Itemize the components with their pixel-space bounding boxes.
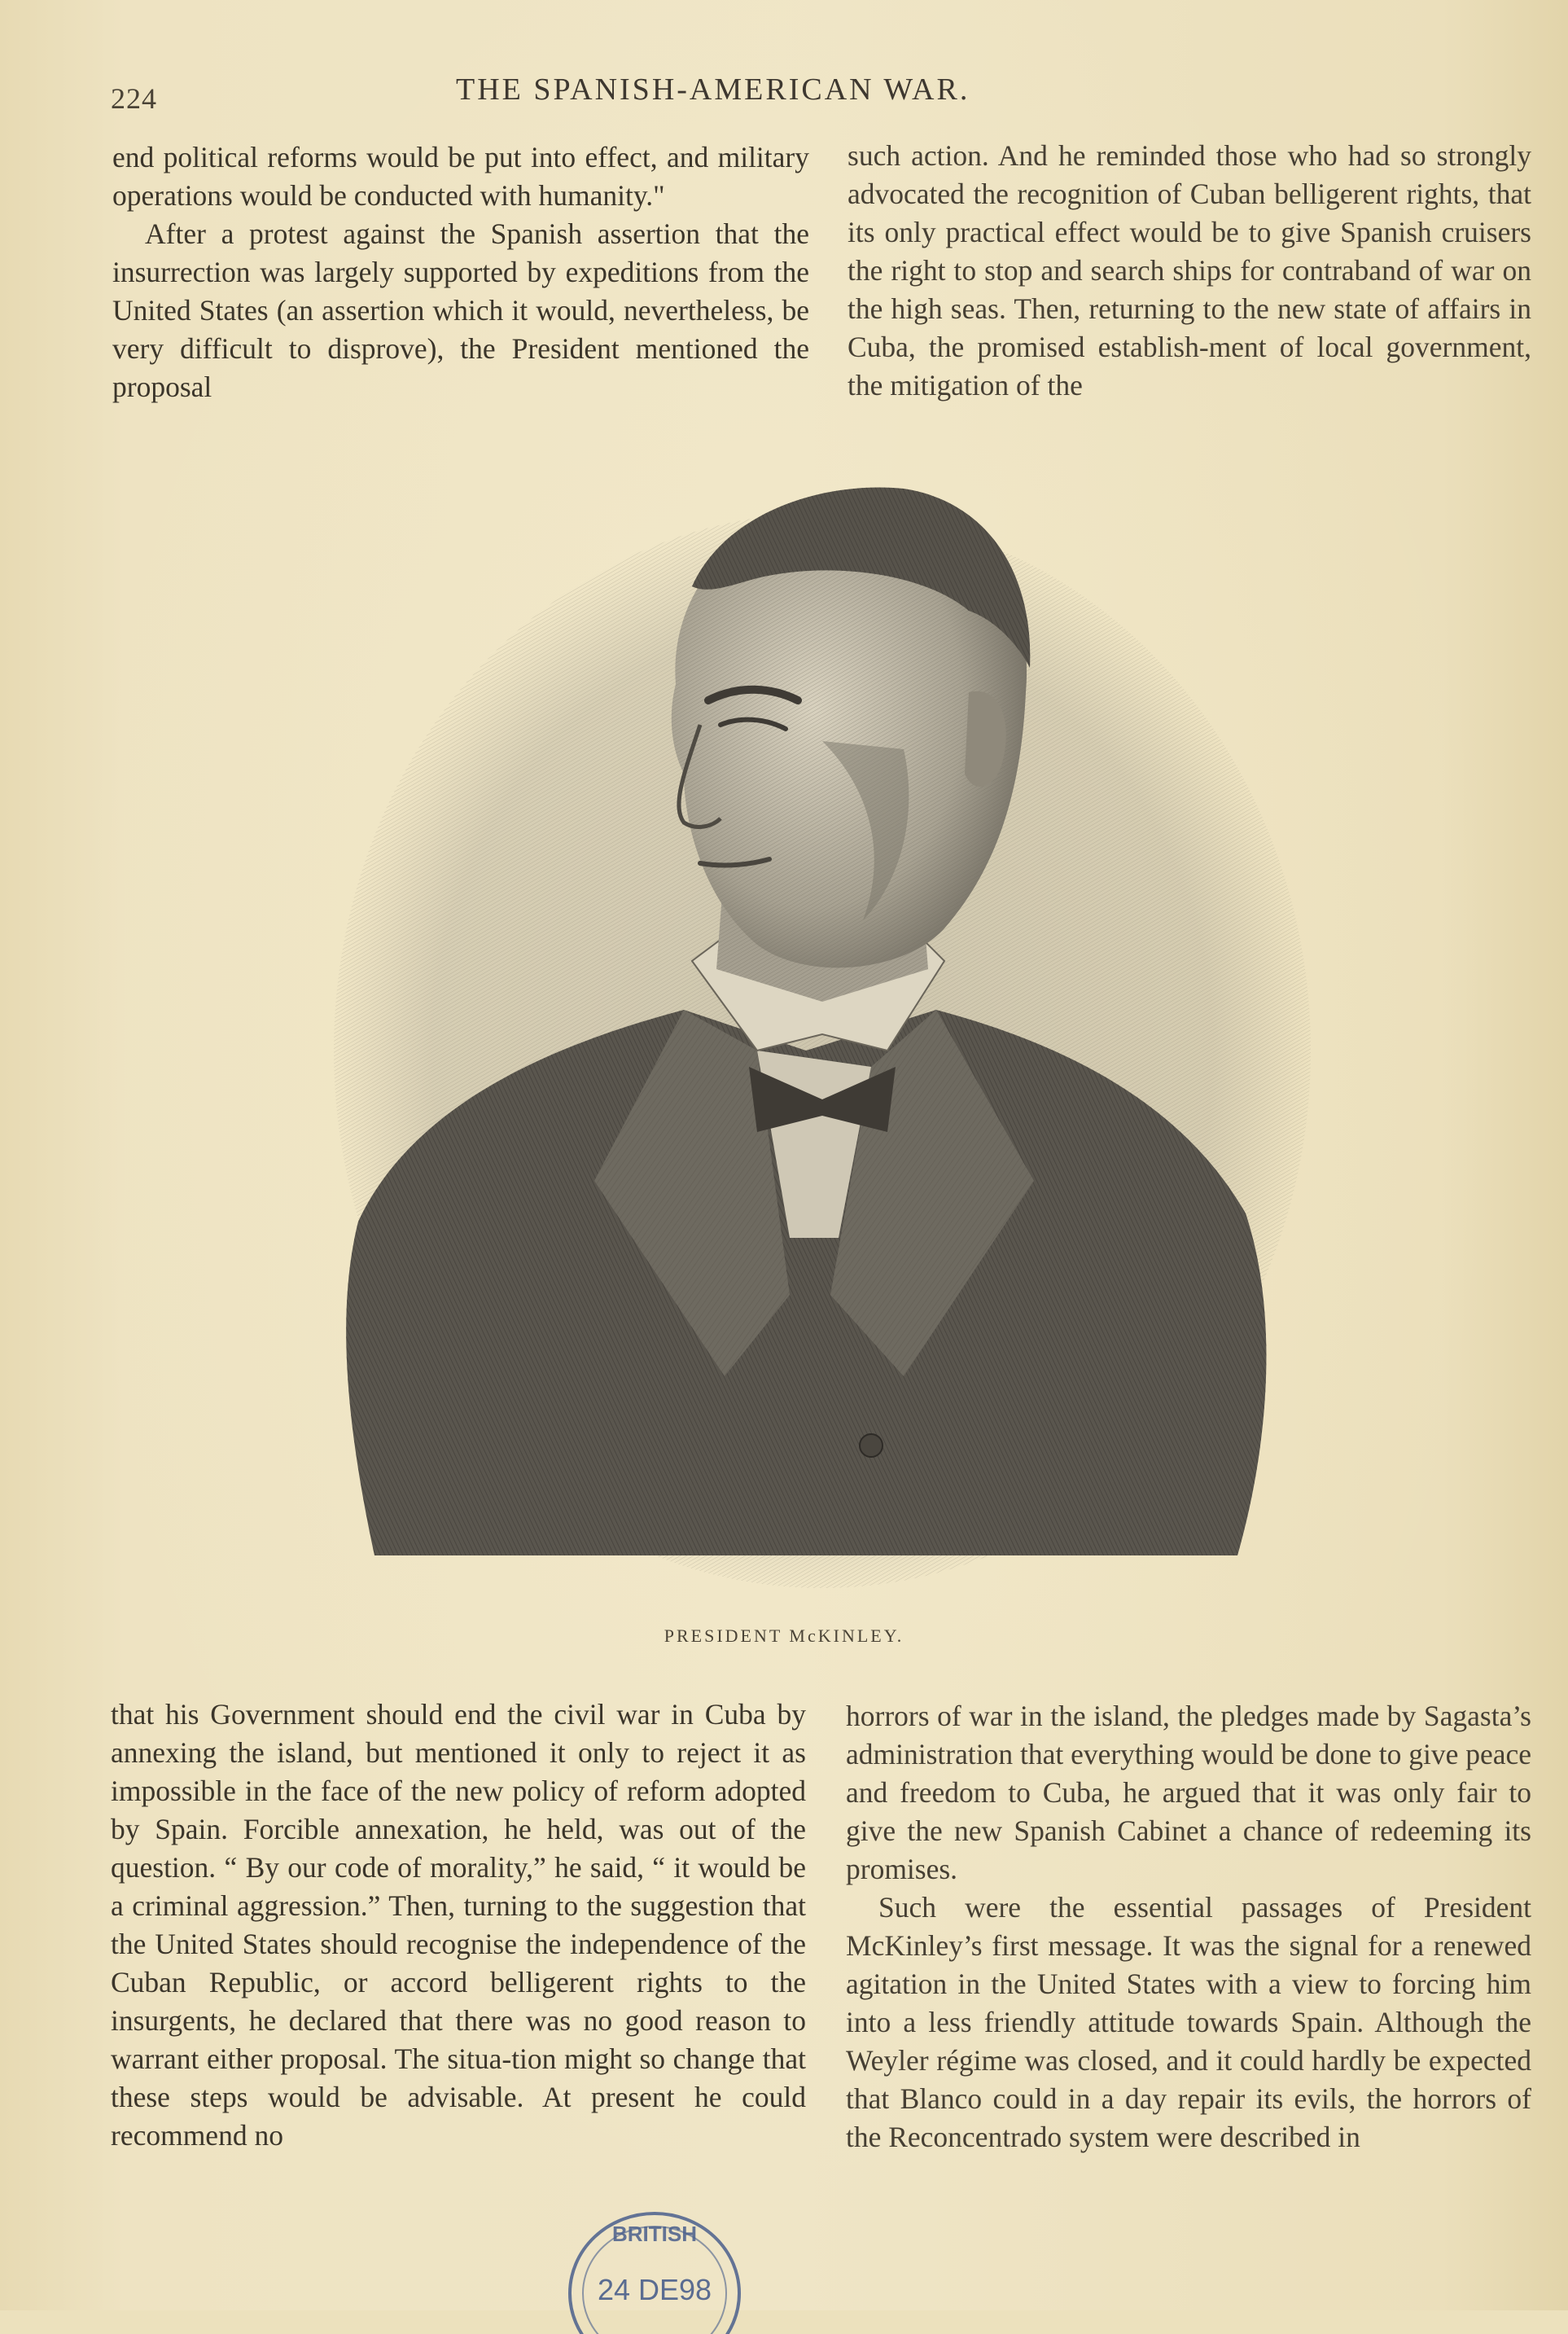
portrait-engraving <box>301 480 1327 1588</box>
running-title: THE SPANISH-AMERICAN WAR. <box>456 72 970 107</box>
bottom-right-column <box>846 1697 1531 2156</box>
paragraph: Such were the essential passages of President McKinley’s first message. It was the signal for a renewed agitation in the United States with a view to forcing him into a less friendly attitude towards Spain. Although the Weyler régime was closed, and it could hardly be expected that Blanco could in a day repair its evils, the horrors of the Reconcentrado system were described in <box>846 1891 1531 2153</box>
stamp-date: 24 DE98 <box>597 2273 712 2306</box>
top-right-column <box>848 137 1531 405</box>
bottom-left-column <box>111 1696 806 2155</box>
portrait-caption: PRESIDENT McKINLEY. <box>664 1625 904 1646</box>
paragraph: horrors of war in the island, the pledges made by Sagasta’s administration that everything would be done to give peace and freedom to Cuba, he argued that it was only fair to give the new Spanish Cabinet a chance of redeeming its promises. <box>846 1700 1531 1885</box>
coat-button <box>860 1434 883 1457</box>
paragraph: that his Government should end the civil war in Cuba by annexing the island, but mentioned it only to reject it as impossible in the face of the new policy of reform adopted by Spain. Forcible annexation, he held, was out of the question. “ By our code of morality,” he said, “ it would be a criminal aggression.” Then, turning to the suggestion that the United States should recognise the independence of the Cuban Republic, or accord belligerent rights to the insurgents, he declared that there was no good reason to warrant either proposal. The situa-tion might so change that these steps would be advisable. At present he could recommend no <box>111 1698 806 2152</box>
stamp-top-text: BRITISH <box>612 2222 697 2246</box>
library-stamp <box>560 2204 749 2334</box>
paragraph: such action. And he reminded those who had so strongly advocated the recognition of Cuban belligerent rights, that its only practical effect would be to give Spanish cruisers the right to stop and search ships for contraband of war on the high seas. Then, returning to the new state of affairs in Cuba, the promised establish-ment of local government, the mitigation of the <box>848 139 1531 401</box>
paragraph: After a protest against the Spanish assertion that the insurrection was largely supported by expeditions from the United States (an assertion which it would, nevertheless, be very difficult to disprove), the President mentioned the proposal <box>112 217 809 403</box>
top-left-column <box>112 138 809 406</box>
paragraph: end political reforms would be put into effect, and military operations would be conducted with humanity." <box>112 141 809 212</box>
page-number: 224 <box>111 82 157 115</box>
